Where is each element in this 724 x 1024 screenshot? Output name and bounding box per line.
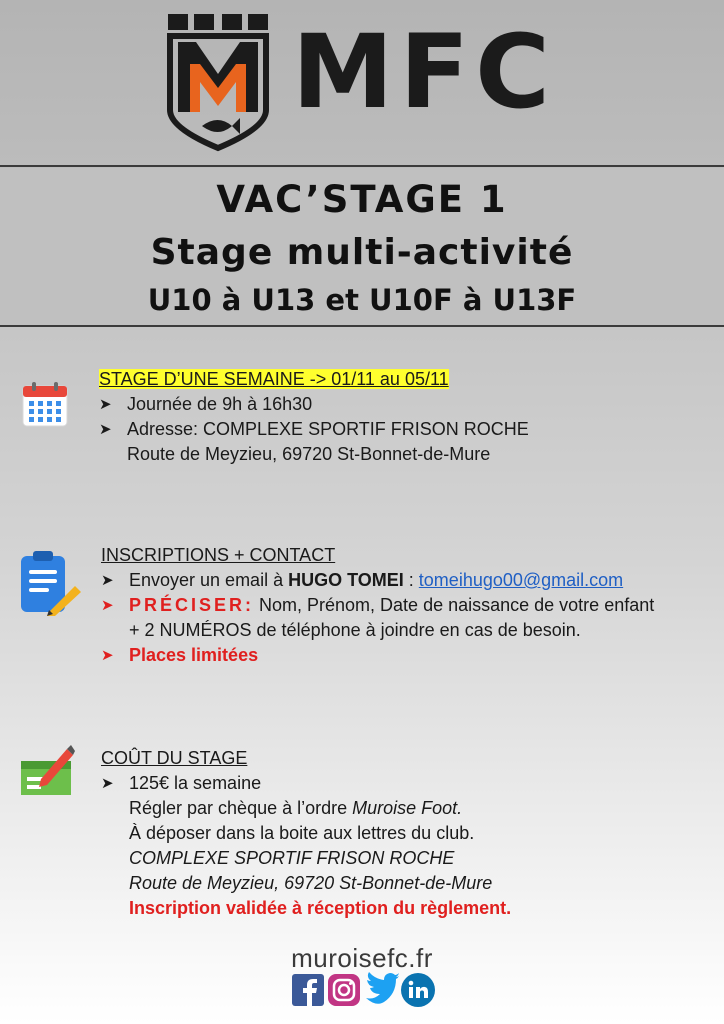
cheque-text <box>101 796 511 821</box>
list-item <box>101 643 654 668</box>
list-item <box>99 417 529 442</box>
club-logo-text: MFC <box>292 13 557 132</box>
inscriptions-heading: INSCRIPTIONS + CONTACT <box>101 545 336 565</box>
schedule-text: Journée de 9h à 16h30 <box>127 394 313 414</box>
validation-note: Inscription validée à réception du règlement. <box>129 898 512 918</box>
facebook-icon[interactable] <box>292 974 324 1006</box>
stage-title: VAC’STAGE 1 <box>216 178 508 221</box>
stage-subtitle: Stage multi-activité <box>150 232 574 273</box>
linkedin-icon[interactable] <box>401 973 435 1007</box>
cheque-payee: Muroise Foot. <box>352 798 463 818</box>
title-divider <box>0 325 724 327</box>
phone-numbers-text: + 2 NUMÉROS de téléphone à joindre en cas de besoin. <box>129 620 581 640</box>
cheque-prefix: Régler par chèque à l’ordre <box>129 798 353 818</box>
list-item <box>101 568 654 593</box>
preciser-label: PRÉCISER: <box>129 595 255 615</box>
instagram-icon[interactable] <box>328 974 360 1006</box>
email-instruction: Envoyer un email à <box>129 570 289 590</box>
age-categories: U10 à U13 et U10F à U13F <box>147 283 577 317</box>
contact-email-link[interactable]: tomeihugo00@gmail.com <box>418 570 624 590</box>
calendar-icon <box>21 380 69 428</box>
cost-section <box>101 746 511 921</box>
clipboard-icon <box>19 550 81 616</box>
social-icons <box>292 972 436 1008</box>
website-url[interactable]: muroisefc.fr <box>291 943 433 973</box>
arrow-bullet-icon: ➤ <box>101 572 114 589</box>
stage-week-heading: STAGE D’UNE SEMAINE -> 01/11 au 05/11 <box>99 369 449 389</box>
list-item <box>101 771 511 796</box>
inscriptions-section <box>101 543 654 668</box>
club-shield-logo <box>166 14 270 154</box>
list-item <box>101 593 654 618</box>
twitter-icon[interactable] <box>366 972 399 1004</box>
arrow-bullet-icon: ➤ <box>99 396 112 413</box>
address-street: Route de Meyzieu, 69720 St-Bonnet-de-Mure <box>127 444 491 464</box>
deposit-text: À déposer dans la boite aux lettres du club. <box>129 823 475 843</box>
arrow-bullet-icon: ➤ <box>101 597 114 614</box>
header-divider <box>0 165 724 167</box>
deposit-address-line2: Route de Meyzieu, 69720 St-Bonnet-de-Mure <box>129 873 493 893</box>
cost-heading: COÛT DU STAGE <box>101 748 248 768</box>
arrow-bullet-icon: ➤ <box>101 775 114 792</box>
limited-places: Places limitées <box>129 645 259 665</box>
arrow-bullet-icon: ➤ <box>99 421 112 438</box>
stage-week-section <box>99 367 529 467</box>
payment-form-icon <box>19 745 75 797</box>
deposit-address-line1: COMPLEXE SPORTIF FRISON ROCHE <box>129 848 455 868</box>
list-item <box>99 392 529 417</box>
price-text: 125€ la semaine <box>129 773 262 793</box>
arrow-bullet-icon: ➤ <box>101 647 114 664</box>
contact-name: HUGO TOMEI <box>288 570 404 590</box>
email-separator: : <box>403 570 419 590</box>
address-text: Adresse: COMPLEXE SPORTIF FRISON ROCHE <box>127 419 529 439</box>
preciser-text: Nom, Prénom, Date de naissance de votre enfant <box>254 595 655 615</box>
